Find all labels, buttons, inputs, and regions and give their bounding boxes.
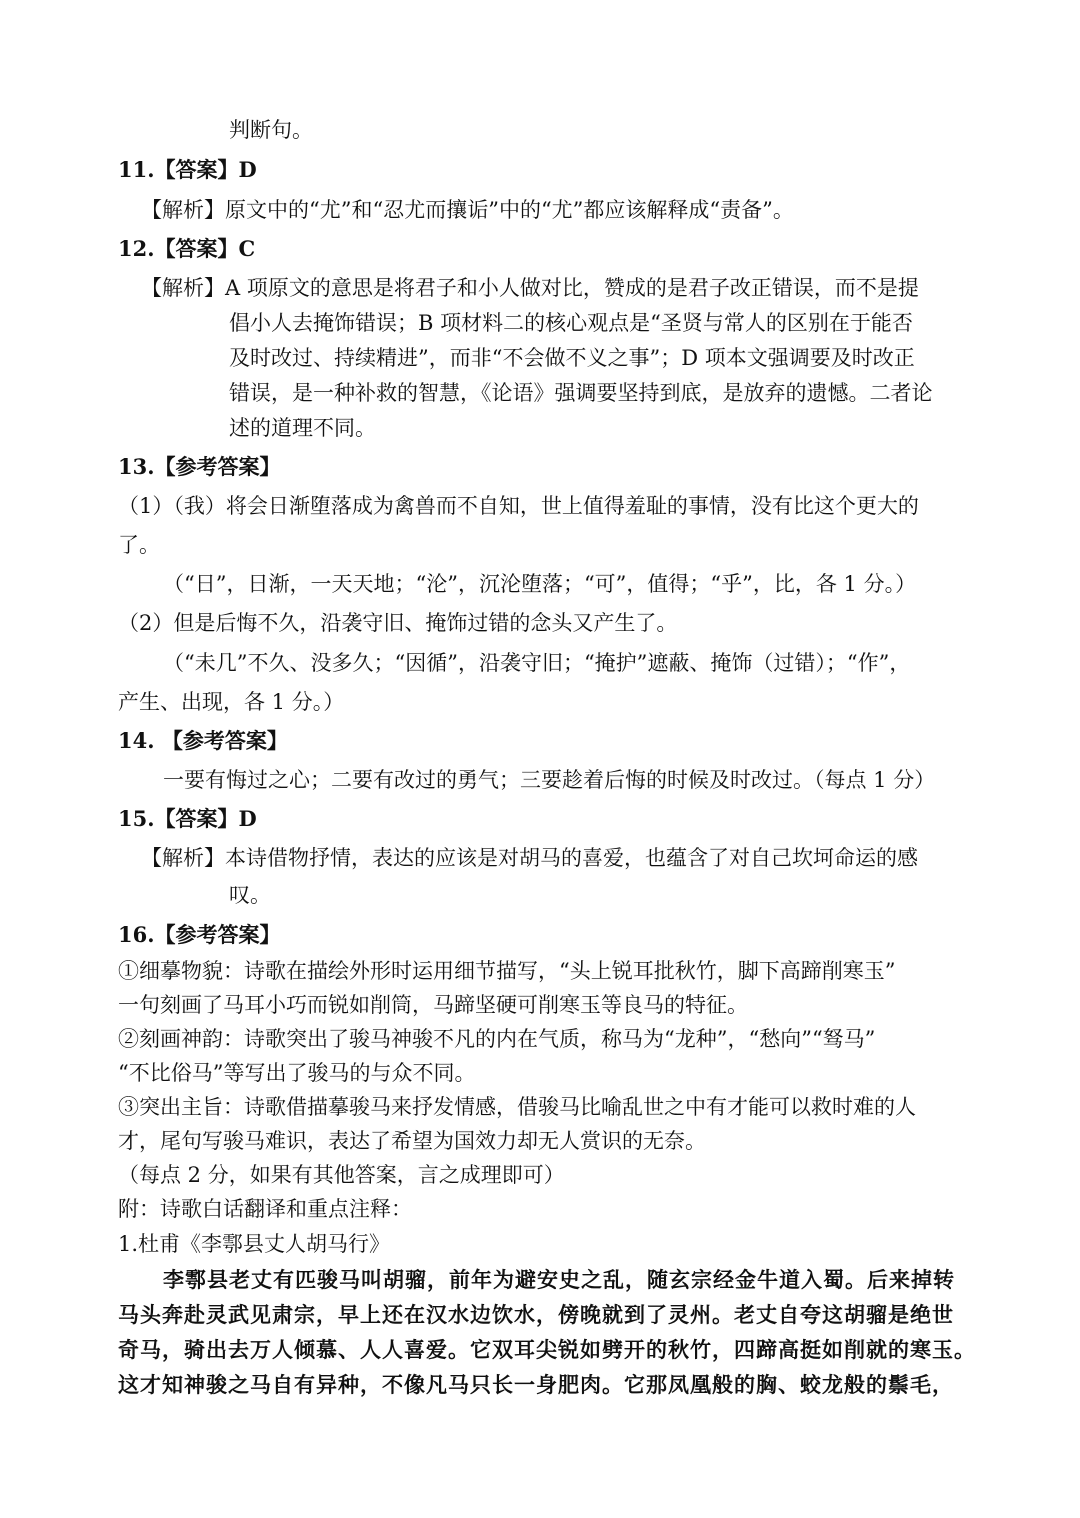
answer-line: 才，尾句写骏马难识，表达了希望为国效力却无人赏识的无奈。 (118, 1129, 706, 1153)
poem-title: 1.杜甫《李鄠县丈人胡马行》 (118, 1232, 391, 1256)
question-heading: 14. 【参考答案】 (118, 728, 288, 753)
analysis-line: 【解析】本诗借物抒情，表达的应该是对胡马的喜爱，也蕴含了对自己坎坷命运的感 (141, 846, 918, 870)
answer-line: 了。 (118, 533, 160, 557)
answer-line: （2）但是后悔不久，沿袭守旧、掩饰过错的念头又产生了。 (118, 611, 678, 635)
translation-line: 李鄠县老丈有匹骏马叫胡骝，前年为避安史之乱，随玄宗经金牛道入蜀。后来掉转 (163, 1267, 955, 1292)
analysis-line: 倡小人去掩饰错误；B 项材料二的核心观点是“圣贤与常人的区别在于能否 (229, 311, 913, 335)
scoring-line: （每点 2 分，如果有其他答案，言之成理即可） (118, 1163, 565, 1187)
question-heading: 11.【答案】D (118, 157, 257, 182)
question-heading: 12.【答案】C (118, 236, 256, 261)
scoring-line: 产生、出现，各 1 分。） (118, 690, 345, 714)
answer-line: “不比俗马”等写出了骏马的与众不同。 (118, 1061, 476, 1085)
appendix-heading: 附：诗歌白话翻译和重点注释： (118, 1197, 412, 1221)
answer-line: ①细摹物貌：诗歌在描绘外形时运用细节描写，“头上锐耳批秋竹，脚下高蹄削寒玉” (118, 959, 896, 983)
question-heading: 16.【参考答案】 (118, 922, 281, 947)
answer-line: ③突出主旨：诗歌借描摹骏马来抒发情感，借骏马比喻乱世之中有才能可以救时难的人 (118, 1095, 916, 1119)
analysis-line: 【解析】A 项原文的意思是将君子和小人做对比，赞成的是君子改正错误，而不是提 (141, 276, 919, 300)
translation-line: 奇马，骑出去万人倾慕、人人喜爱。它双耳尖锐如劈开的秋竹，四蹄高挺如削就的寒玉。 (118, 1337, 976, 1362)
answer-line: 一要有悔过之心；二要有改过的勇气；三要趁着后悔的时候及时改过。（每点 1 分） (163, 768, 936, 792)
analysis-line: 述的道理不同。 (229, 416, 376, 440)
analysis-line: 及时改过、持续精进”，而非“不会做不义之事”；D 项本文强调要及时改正 (229, 346, 915, 370)
scoring-line: （“未几”不久、没多久；“因循”，沿袭守旧；“掩护”遮蔽、掩饰（过错）；“作”， (163, 651, 911, 675)
analysis-line: 错误，是一种补救的智慧，《论语》强调要坚持到底，是放弃的遗憾。二者论 (229, 381, 933, 405)
analysis-line: 【解析】原文中的“尤”和“忍尤而攘诟”中的“尤”都应该解释成“责备”。 (141, 198, 794, 222)
answer-line: 一句刻画了马耳小巧而锐如削筒，马蹄坚硬可削寒玉等良马的特征。 (118, 993, 748, 1017)
answer-line: ②刻画神韵：诗歌突出了骏马神骏不凡的内在气质，称马为“龙种”，“愁向”“驽马” (118, 1027, 876, 1051)
analysis-line: 叹。 (229, 883, 271, 907)
answer-line: （1）（我）将会日渐堕落成为禽兽而不自知，世上值得羞耻的事情，没有比这个更大的 (118, 494, 919, 518)
question-heading: 13.【参考答案】 (118, 454, 281, 479)
scoring-line: （“日”，日渐，一天天地；“沦”，沉沦堕落；“可”，值得；“乎”，比，各 1 分。） (163, 572, 917, 596)
translation-line: 这才知神骏之马自有异种，不像凡马只长一身肥肉。它那凤凰般的胸、蛟龙般的鬃毛， (118, 1372, 954, 1397)
text-line: 判断句。 (229, 118, 313, 142)
question-heading: 15.【答案】D (118, 806, 257, 831)
translation-line: 马头奔赴灵武见肃宗，早上还在汉水边饮水，傍晚就到了灵州。老丈自夸这胡骝是绝世 (118, 1302, 954, 1327)
